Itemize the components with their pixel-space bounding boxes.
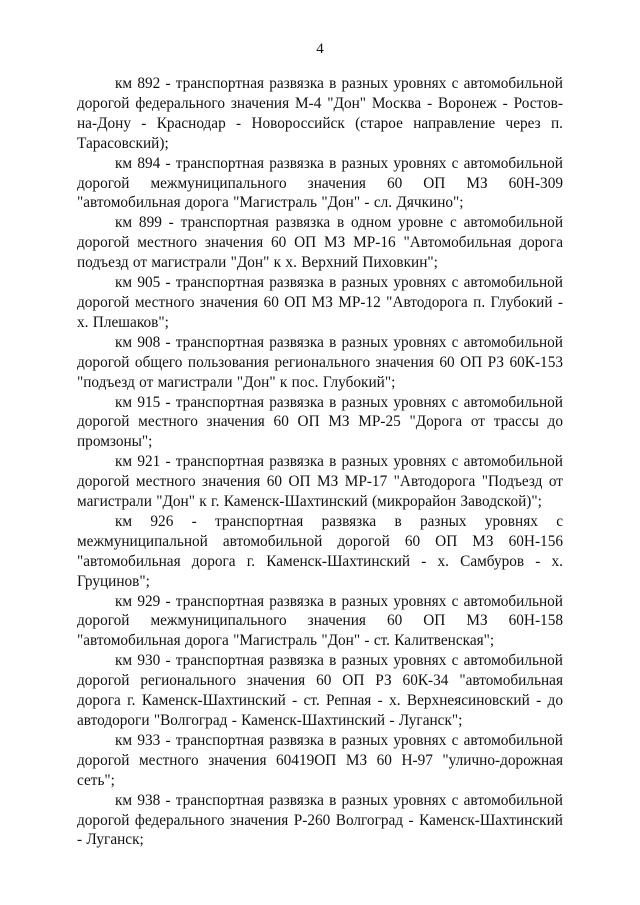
list-item-km-933: км 933 - транспортная развязка в разных уровнях с автомобильной дорогой местного значения 60419ОП МЗ 60 Н-97 "улично-дорожная сеть"; [77,731,563,789]
list-item-km-930: км 930 - транспортная развязка в разных уровнях с автомобильной дорогой регионального значения 60 ОП РЗ 60К-34 "автомобильная дорога г. Каменск-Шахтинский - ст. Репная - х. Верхнеясиновский - до автодороги "Волгоград - Каменск-Шахтинский - Луганск"; [77,652,563,729]
list-item-km-899: км 899 - транспортная развязка в одном уровне с автомобильной дорогой местного значения 60 ОП МЗ МР-16 "Автомобильная дорога подъезд от магистрали "Дон" к х. Верхний Пиховкин"; [77,214,563,272]
list-item-km-894: км 894 - транспортная развязка в разных уровнях с автомобильной дорогой межмуниципального значения 60 ОП МЗ 60Н-309 "автомобильная дорога "Магистраль "Дон" - сл. Дячкино"; [77,154,563,212]
list-item-km-926: км 926 - транспортная развязка в разных уровнях с межмуниципальной автомобильной дорогой 60 ОП МЗ 60Н-156 "автомобильная дорога г. Каменск-Шахтинский - х. Самбуров - х. Груцинов"; [77,512,563,590]
list-item-km-905: км 905 - транспортная развязка в разных уровнях с автомобильной дорогой местного значения 60 ОП МЗ МР-12 "Автодорога п. Глубокий - х. Плешаков"; [77,274,563,331]
document-body [77,74,563,850]
list-item-km-929: км 929 - транспортная развязка в разных уровнях с автомобильной дорогой межмуниципального значения 60 ОП МЗ 60Н-158 "автомобильная дорога "Магистраль "Дон" - ст. Калитвенская"; [77,592,563,650]
list-item-km-892: км 892 - транспортная развязка в разных уровнях с автомобильной дорогой федерального значения М-4 "Дон" Москва - Воронеж - Ростов-на-Дону - Краснодар - Новороссийск (старое направление через п. Тарасовский); [77,75,563,152]
page-number: 4 [316,41,324,57]
list-item-km-921: км 921 - транспортная развязка в разных уровнях с автомобильной дорогой местного значения 60 ОП МЗ МР-17 "Автодорога "Подъезд от магистрали "Дон" к г. Каменск-Шахтинский (микрорайон Заводской)"; [77,453,563,511]
list-item-km-938: км 938 - транспортная развязка в разных уровнях с автомобильной дорогой федерального значения Р-260 Волгоград - Каменск-Шахтинский - Луганск; [77,791,563,849]
list-item-km-915: км 915 - транспортная развязка в разных уровнях с автомобильной дорогой местного значения 60 ОП МЗ МР-25 "Дорога от трассы до промзоны"; [77,393,563,451]
list-item-km-908: км 908 - транспортная развязка в разных уровнях с автомобильной дорогой общего пользования регионального значения 60 ОП РЗ 60К-153 "подъезд от магистрали "Дон" к пос. Глубокий"; [77,333,563,391]
